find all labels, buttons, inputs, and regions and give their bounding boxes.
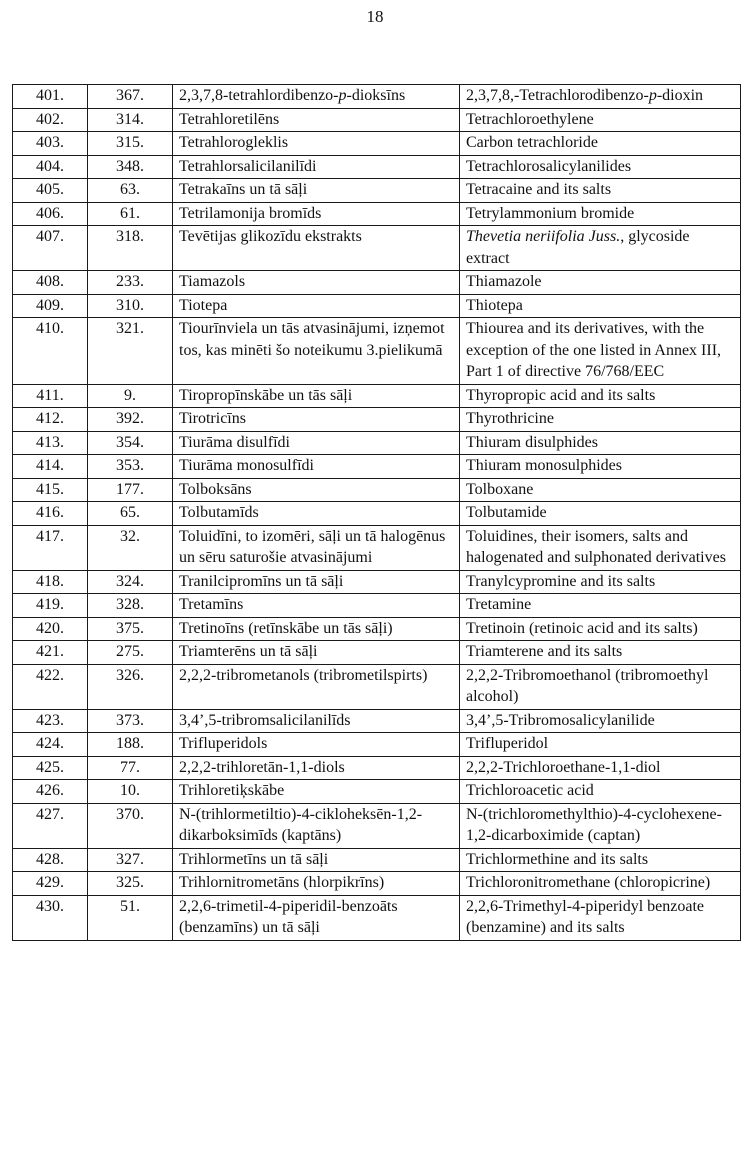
reference-number-cell: 353. (88, 455, 173, 479)
latvian-name-cell: N-(trihlormetiltio)-4-cikloheksēn-1,2-dikarboksimīds (kaptāns) (173, 803, 460, 848)
reference-number-cell: 315. (88, 132, 173, 156)
table-row (13, 664, 741, 709)
row-number-cell: 430. (13, 895, 88, 940)
latvian-name-cell (173, 85, 460, 109)
latvian-name-cell: Tolbutamīds (173, 502, 460, 526)
table-row (13, 455, 741, 479)
table-row (13, 525, 741, 570)
row-number-cell: 419. (13, 594, 88, 618)
reference-number-cell: 392. (88, 408, 173, 432)
english-name-cell: Tetrachlorosalicylanilides (460, 155, 741, 179)
english-name-cell: Thyrothricine (460, 408, 741, 432)
latvian-name-cell: Toluidīni, to izomēri, sāļi un tā halogēnus un sēru saturošie atvasinājumi (173, 525, 460, 570)
reference-number-cell: 63. (88, 179, 173, 203)
row-number-cell: 421. (13, 641, 88, 665)
row-number-cell: 422. (13, 664, 88, 709)
latvian-name-cell: Trifluperidols (173, 733, 460, 757)
row-number-cell: 423. (13, 709, 88, 733)
english-name-cell: Trichloronitromethane (chloropicrine) (460, 872, 741, 896)
reference-number-cell: 65. (88, 502, 173, 526)
reference-number-cell: 310. (88, 294, 173, 318)
table-row (13, 132, 741, 156)
row-number-cell: 406. (13, 202, 88, 226)
reference-number-cell: 32. (88, 525, 173, 570)
english-name-cell: N-(trichloromethylthio)-4-cyclohexene-1,2-dicarboximide (captan) (460, 803, 741, 848)
latvian-name-cell: Tiropropīnskābe un tās sāļi (173, 384, 460, 408)
table-row (13, 848, 741, 872)
english-name-cell: Trifluperidol (460, 733, 741, 757)
row-number-cell: 427. (13, 803, 88, 848)
reference-number-cell: 321. (88, 318, 173, 385)
reference-number-cell: 354. (88, 431, 173, 455)
table-row (13, 641, 741, 665)
text-segment: 2,3,7,8-tetrahlordibenzo- (179, 87, 339, 104)
english-name-cell: Thiotepa (460, 294, 741, 318)
latvian-name-cell: Tolboksāns (173, 478, 460, 502)
text-segment: -dioksīns (346, 87, 406, 104)
latvian-name-cell: Tranilcipromīns un tā sāļi (173, 570, 460, 594)
latvian-name-cell: Tevētijas glikozīdu ekstrakts (173, 226, 460, 271)
english-name-cell: Tretinoin (retinoic acid and its salts) (460, 617, 741, 641)
latvian-name-cell: Tiourīnviela un tās atvasinājumi, izņemot tos, kas minēti šo noteikumu 3.pielikumā (173, 318, 460, 385)
row-number-cell: 420. (13, 617, 88, 641)
latvian-name-cell: Tetrahlorogleklis (173, 132, 460, 156)
reference-number-cell: 328. (88, 594, 173, 618)
latvian-name-cell: Tetrahloretilēns (173, 108, 460, 132)
english-name-cell: Tolbutamide (460, 502, 741, 526)
table-row (13, 709, 741, 733)
english-name-cell: Tranylcypromine and its salts (460, 570, 741, 594)
english-name-cell: Trichlormethine and its salts (460, 848, 741, 872)
latvian-name-cell: Tretamīns (173, 594, 460, 618)
reference-number-cell: 370. (88, 803, 173, 848)
english-name-cell: 2,2,6-Trimethyl-4-piperidyl benzoate (benzamine) and its salts (460, 895, 741, 940)
text-segment: -dioxin (656, 87, 704, 104)
reference-number-cell: 373. (88, 709, 173, 733)
table-row (13, 594, 741, 618)
table-row (13, 570, 741, 594)
page-number: 18 (366, 7, 384, 26)
row-number-cell: 412. (13, 408, 88, 432)
reference-number-cell: 326. (88, 664, 173, 709)
reference-number-cell: 188. (88, 733, 173, 757)
table-row (13, 384, 741, 408)
reference-number-cell: 318. (88, 226, 173, 271)
text-segment: , glycoside extract (466, 228, 690, 267)
english-name-cell (460, 226, 741, 271)
row-number-cell: 404. (13, 155, 88, 179)
row-number-cell: 410. (13, 318, 88, 385)
english-name-cell: Carbon tetrachloride (460, 132, 741, 156)
reference-number-cell: 367. (88, 85, 173, 109)
english-name-cell: Thiourea and its derivatives, with the exception of the one listed in Annex III, Part 1 of directive 76/768/EEC (460, 318, 741, 385)
latvian-name-cell: Tiurāma disulfīdi (173, 431, 460, 455)
latvian-name-cell: 2,2,2-trihloretān-1,1-diols (173, 756, 460, 780)
reference-number-cell: 275. (88, 641, 173, 665)
english-name-cell: Triamterene and its salts (460, 641, 741, 665)
english-name-cell: Trichloroacetic acid (460, 780, 741, 804)
row-number-cell: 407. (13, 226, 88, 271)
reference-number-cell: 327. (88, 848, 173, 872)
table-row (13, 756, 741, 780)
reference-number-cell: 9. (88, 384, 173, 408)
reference-number-cell: 10. (88, 780, 173, 804)
latvian-name-cell: Trihlornitrometāns (hlorpikrīns) (173, 872, 460, 896)
latvian-name-cell: 3,4’,5-tribromsalicilanilīds (173, 709, 460, 733)
english-name-cell: Tetrylammonium bromide (460, 202, 741, 226)
latvian-name-cell: Trihloretiķskābe (173, 780, 460, 804)
row-number-cell: 414. (13, 455, 88, 479)
row-number-cell: 401. (13, 85, 88, 109)
table-row (13, 179, 741, 203)
english-name-cell: 2,2,2-Tribromoethanol (tribromoethyl alcohol) (460, 664, 741, 709)
row-number-cell: 416. (13, 502, 88, 526)
table-body (13, 85, 741, 941)
english-name-cell: Thiamazole (460, 271, 741, 295)
table-row (13, 85, 741, 109)
table-row (13, 108, 741, 132)
english-name-cell: 3,4’,5-Tribromosalicylanilide (460, 709, 741, 733)
latvian-name-cell: Tetrilamonija bromīds (173, 202, 460, 226)
table-row (13, 780, 741, 804)
reference-number-cell: 348. (88, 155, 173, 179)
row-number-cell: 405. (13, 179, 88, 203)
row-number-cell: 415. (13, 478, 88, 502)
reference-number-cell: 51. (88, 895, 173, 940)
row-number-cell: 428. (13, 848, 88, 872)
table-row (13, 895, 741, 940)
row-number-cell: 403. (13, 132, 88, 156)
table-row (13, 502, 741, 526)
reference-number-cell: 325. (88, 872, 173, 896)
row-number-cell: 425. (13, 756, 88, 780)
english-name-cell: Thyropropic acid and its salts (460, 384, 741, 408)
table-row (13, 294, 741, 318)
latvian-name-cell: Tretinoīns (retīnskābe un tās sāļi) (173, 617, 460, 641)
latvian-name-cell: Tetrakaīns un tā sāļi (173, 179, 460, 203)
reference-number-cell: 61. (88, 202, 173, 226)
latvian-name-cell: Tirotricīns (173, 408, 460, 432)
reference-number-cell: 177. (88, 478, 173, 502)
reference-number-cell: 77. (88, 756, 173, 780)
reference-number-cell: 314. (88, 108, 173, 132)
row-number-cell: 413. (13, 431, 88, 455)
table-row (13, 155, 741, 179)
table-row (13, 226, 741, 271)
reference-number-cell: 375. (88, 617, 173, 641)
english-name-cell: Tetracaine and its salts (460, 179, 741, 203)
latvian-name-cell: Tiurāma monosulfīdi (173, 455, 460, 479)
table-row (13, 478, 741, 502)
latvian-name-cell: 2,2,2-tribrometanols (tribrometilspirts) (173, 664, 460, 709)
table-row (13, 733, 741, 757)
row-number-cell: 429. (13, 872, 88, 896)
table-row (13, 431, 741, 455)
english-name-cell: Thiuram disulphides (460, 431, 741, 455)
table-row (13, 271, 741, 295)
english-name-cell: 2,2,2-Trichloroethane-1,1-diol (460, 756, 741, 780)
latvian-name-cell: 2,2,6-trimetil-4-piperidil-benzoāts (benzamīns) un tā sāļi (173, 895, 460, 940)
row-number-cell: 417. (13, 525, 88, 570)
italic-text-segment: p (648, 87, 657, 104)
english-name-cell: Tetrachloroethylene (460, 108, 741, 132)
latvian-name-cell: Triamterēns un tā sāļi (173, 641, 460, 665)
table-row (13, 872, 741, 896)
table-row (13, 202, 741, 226)
latvian-name-cell: Tetrahlorsalicilanilīdi (173, 155, 460, 179)
latvian-name-cell: Tiamazols (173, 271, 460, 295)
row-number-cell: 424. (13, 733, 88, 757)
italic-text-segment: p (338, 87, 347, 104)
substances-table (12, 84, 741, 941)
italic-text-segment: Thevetia neriifolia Juss. (466, 228, 621, 245)
text-segment: 2,3,7,8,-Tetrachlorodibenzo- (466, 87, 649, 104)
row-number-cell: 408. (13, 271, 88, 295)
reference-number-cell: 324. (88, 570, 173, 594)
table-row (13, 408, 741, 432)
reference-number-cell: 233. (88, 271, 173, 295)
english-name-cell (460, 85, 741, 109)
english-name-cell: Toluidines, their isomers, salts and halogenated and sulphonated derivatives (460, 525, 741, 570)
row-number-cell: 418. (13, 570, 88, 594)
row-number-cell: 411. (13, 384, 88, 408)
english-name-cell: Tretamine (460, 594, 741, 618)
english-name-cell: Thiuram monosulphides (460, 455, 741, 479)
row-number-cell: 402. (13, 108, 88, 132)
row-number-cell: 409. (13, 294, 88, 318)
row-number-cell: 426. (13, 780, 88, 804)
latvian-name-cell: Trihlormetīns un tā sāļi (173, 848, 460, 872)
table-row (13, 617, 741, 641)
latvian-name-cell: Tiotepa (173, 294, 460, 318)
english-name-cell: Tolboxane (460, 478, 741, 502)
table-row (13, 803, 741, 848)
table-row (13, 318, 741, 385)
